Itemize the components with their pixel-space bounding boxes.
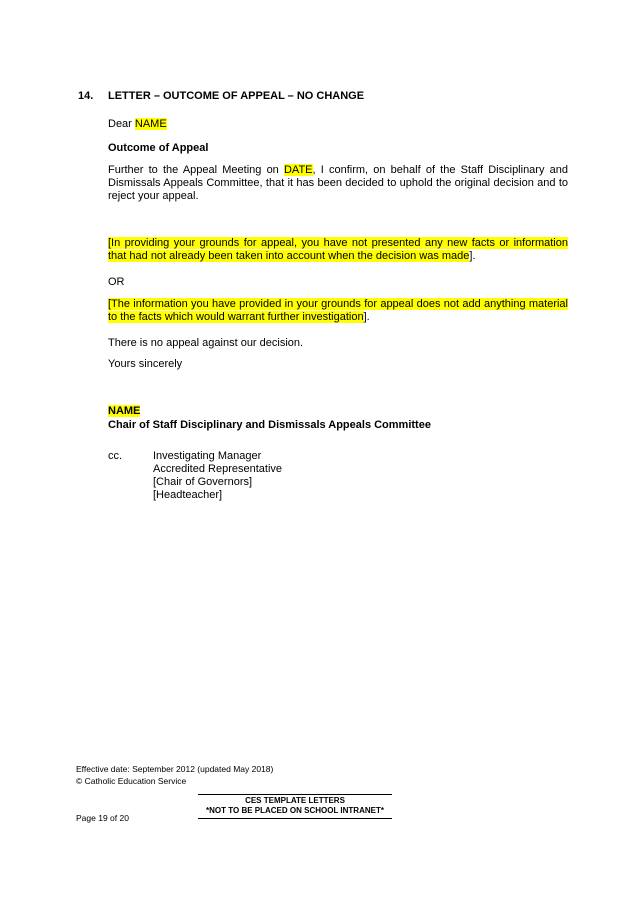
signature-name-line — [108, 405, 568, 418]
cc-item: [Headteacher] — [153, 489, 223, 501]
option-paragraph-2 — [108, 298, 568, 324]
no-appeal-line: There is no appeal against our decision. — [108, 337, 304, 349]
footer-template-box — [198, 794, 392, 819]
section-number: 14. — [78, 90, 94, 102]
cc-item: Investigating Manager — [153, 450, 262, 462]
opening-before-date: Further to the Appeal Meeting on — [108, 164, 284, 176]
salutation-line — [108, 118, 568, 131]
option-2-suffix: ]. — [363, 311, 370, 323]
option-2-highlight: [The information you have provided in your grounds for appeal does not add anything material to the facts which would warrant further investigation — [108, 298, 568, 323]
opening-paragraph — [108, 164, 568, 203]
letter-body — [108, 118, 568, 502]
cc-item: [Chair of Governors] — [153, 476, 253, 488]
name-placeholder-highlight: NAME — [134, 118, 167, 130]
salutation-prefix: Dear — [108, 118, 135, 130]
signature-title-line: Chair of Staff Disciplinary and Dismissals Appeals Committee — [108, 419, 431, 431]
footer-left — [76, 764, 273, 787]
or-label: OR — [108, 276, 125, 288]
footer-box-title: CES TEMPLATE LETTERS — [245, 796, 345, 805]
cc-section — [108, 450, 568, 502]
opening-after-date: , I confirm, on behalf of the Staff Disciplinary and Dismissals Appeals Committee, that it has been decided to uphold the original decision and to reject your appeal. — [108, 164, 568, 202]
cc-item: Accredited Representative — [153, 463, 283, 475]
copyright-line: © Catholic Education Service — [76, 775, 187, 786]
option-paragraph-1 — [108, 237, 568, 263]
option-1-suffix: ]. — [469, 250, 476, 262]
page-number: Page 19 of 20 — [76, 813, 129, 823]
effective-date-line: Effective date: September 2012 (updated May 2018) — [76, 764, 274, 774]
cc-label: cc. — [108, 450, 123, 462]
date-placeholder-highlight: DATE — [283, 164, 313, 176]
section-heading — [78, 90, 570, 103]
option-1-highlight: [In providing your grounds for appeal, you have not presented any new facts or information that had not already been taken into account when the decision was made — [108, 237, 568, 262]
page-title: LETTER – OUTCOME OF APPEAL – NO CHANGE — [108, 90, 365, 102]
letter-content — [78, 90, 570, 502]
footer-box-warning: *NOT TO BE PLACED ON SCHOOL INTRANET* — [206, 806, 384, 815]
subject-line: Outcome of Appeal — [108, 142, 209, 154]
signature-name-highlight: NAME — [108, 405, 141, 417]
closing-line: Yours sincerely — [108, 358, 183, 370]
cc-list — [153, 450, 282, 502]
